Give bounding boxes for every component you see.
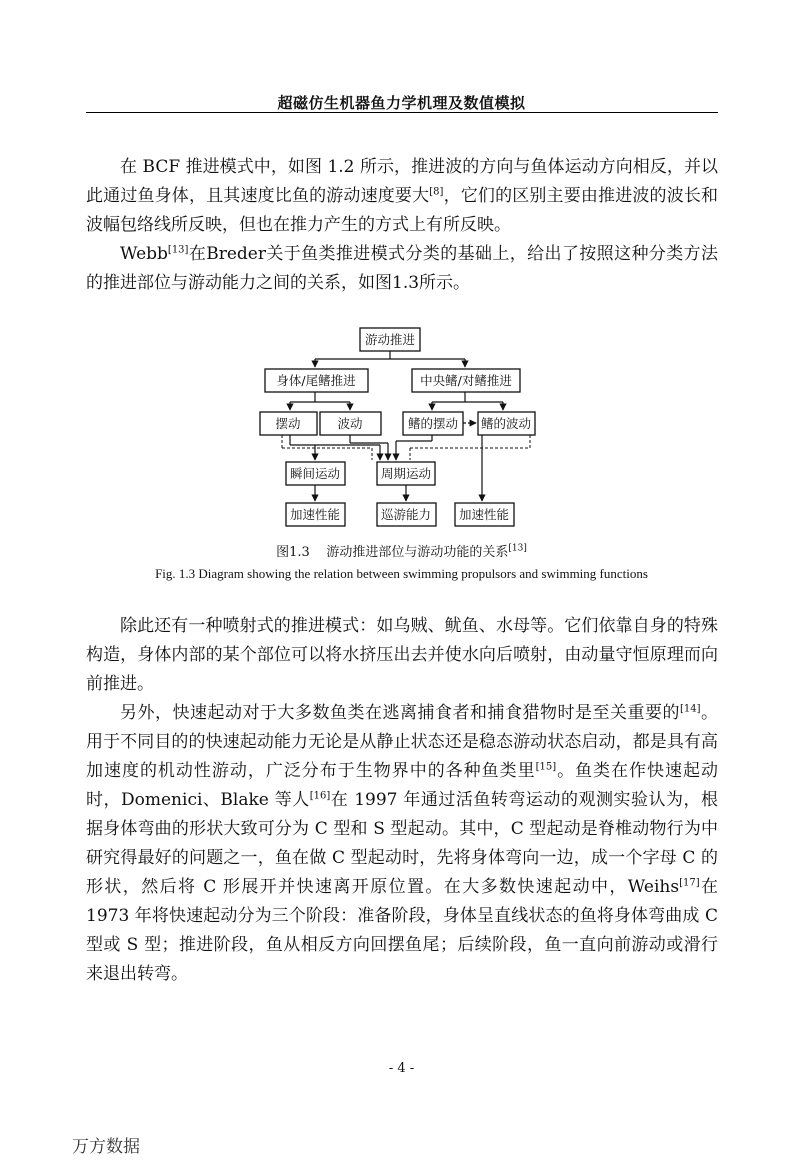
p4-text-a: 另外，快速起动对于大多数鱼类在逃离捕食者和捕食猎物时是至关重要的 (120, 703, 680, 723)
figure-caption-text: 游动推进部位与游动功能的关系 (326, 545, 509, 560)
node-acceleration-2: 加速性能 (458, 507, 510, 522)
paragraph-bcf-mode (86, 153, 718, 240)
citation-13: [13] (167, 244, 189, 256)
wanfang-watermark: 万方数据 (72, 1137, 140, 1157)
p2-text-b: 在Breder关于鱼类推进模式分类的基础上，给出了按照这种分类方法的推进部位与游动能力之间的关系，如图1.3所示。 (86, 244, 718, 293)
node-acceleration-1: 加速性能 (289, 507, 341, 522)
header-rule (86, 112, 718, 113)
page-number: - 4 - (388, 1061, 415, 1076)
figure-caption-cn (0, 541, 803, 560)
citation-8: [8] (429, 186, 444, 198)
p1-text-b: ，它们的区别主要由推进波的波长和波幅包络线所反映，但也在推力产生的方式上有所反映。 (86, 186, 719, 235)
figure-label: 图1.3 (276, 545, 310, 560)
running-header: 超磁仿生机器鱼力学机理及数值模拟 (277, 94, 526, 112)
node-fin-oscillation: 鳍的摆动 (407, 416, 459, 431)
node-cruising: 巡游能力 (380, 507, 432, 522)
figure-caption-en: Fig. 1.3 Diagram showing the relation between swimming propulsors and swimming functions (155, 566, 648, 581)
node-swimming-propulsion: 游动推进 (364, 332, 416, 347)
p4-text-b: 。用于不同目的的快速起动能力无论是从静止状态还是稳态游动状态启动，都是具有高加速度的机动性游动，广泛分布于生物界中的各种鱼类里 (86, 703, 718, 781)
propulsion-diagram (250, 322, 550, 536)
paragraph-webb (86, 240, 718, 298)
node-fin-undulation: 鳍的波动 (480, 416, 532, 431)
node-body-caudal-fin: 身体/尾鳍推进 (276, 373, 356, 388)
citation-15: [15] (535, 761, 557, 773)
node-undulation: 波动 (337, 416, 363, 431)
p2-text-a: Webb (120, 244, 168, 264)
node-transient-motion: 瞬间运动 (289, 466, 341, 481)
diagram-dashed-connectors (282, 435, 530, 460)
node-median-paired-fin: 中央鳍/对鳍推进 (420, 373, 512, 388)
node-oscillation: 摆动 (275, 416, 301, 431)
citation-17: [17] (679, 877, 700, 889)
paragraph-fast-start (86, 699, 718, 984)
propulsion-diagram-svg (250, 322, 550, 532)
node-periodic-motion: 周期运动 (380, 466, 432, 481)
p1-text-a: 在 BCF 推进模式中，如图 1.2 所示，推进波的方向与鱼体运动方向相反，并以此通过鱼身体，且其速度比鱼的游动速度要大 (86, 157, 718, 206)
paragraph-jet-propulsion: 除此还有一种喷射式的推进模式：如乌贼、鱿鱼、水母等。它们依靠自身的特殊构造，身体内部的某个部位可以将水挤压出去并使水向后喷射，由动量守恒原理而向前推进。 (86, 616, 718, 694)
citation-16: [16] (309, 790, 331, 802)
p4-text-c: 。鱼类在作快速起动时，Domenici、Blake 等人 (86, 761, 718, 810)
figure-citation: [13] (508, 543, 527, 554)
p4-text-d: 在 1997 年通过活鱼转弯运动的观测实验认为，根据身体弯曲的形状大致可分为 C 型和 S 型起动。其中，C 型起动是脊椎动物行为中研究得最好的问题之一，鱼在做 C 型起动时，先将身体弯向一边，成一个字母 C 的形状，然后将 C 形展开并快速离开原位置。在大多数快速起动中，Weihs (86, 790, 718, 897)
citation-14: [14] (679, 703, 701, 715)
p4-text-e: 在 1973 年将快速起动分为三个阶段：准备阶段，身体呈直线状态的鱼将身体弯曲成 C 型或 S 型；推进阶段，鱼从相反方向回摆鱼尾；后续阶段，鱼一直向前游动或滑行来退出转弯。 (86, 877, 718, 984)
